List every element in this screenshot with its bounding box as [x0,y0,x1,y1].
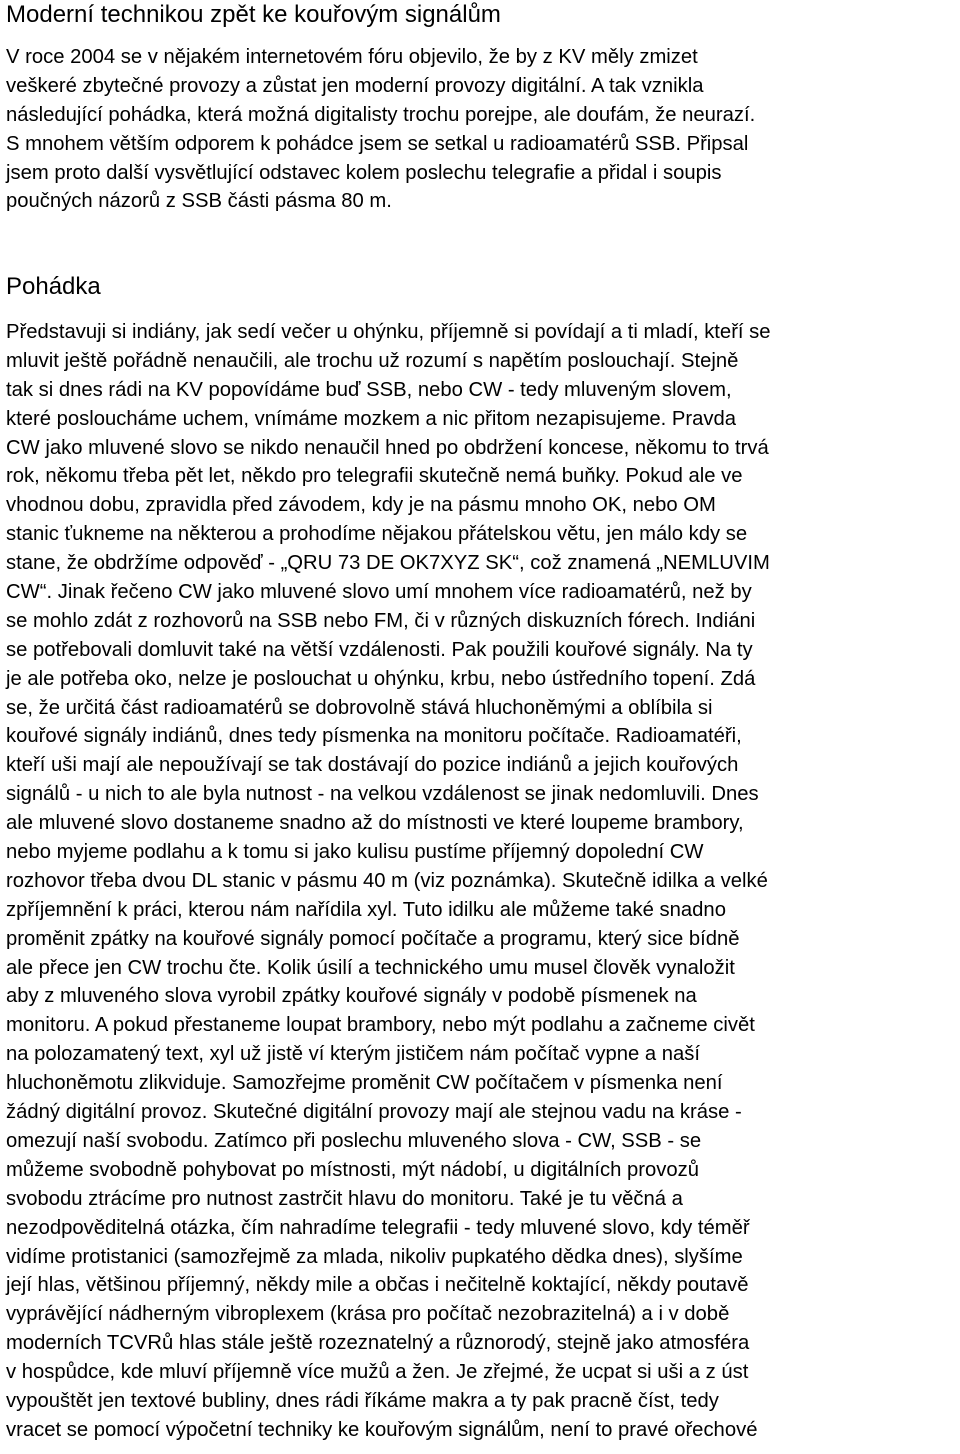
text-line: veškeré zbytečné provozy a zůstat jen moderní provozy digitální. A tak vznikla [6,74,704,97]
story-paragraph [6,318,958,1445]
text-line: ale přece jen CW trochu čte. Kolik úsilí a technického umu musel člověk vynaložit [6,956,735,979]
text-line: které posloucháme uchem, vnímáme mozkem a nic přitom nezapisujeme. Pravda [6,407,737,430]
text-line: moderních TCVRů hlas stále ještě rozeznatelný a různorodý, stejně jako atmosféra [6,1332,750,1355]
text-line: se mohlo zdát z rozhovorů na SSB nebo FM, či v různých diskuzních fórech. Indiáni [6,609,756,632]
text-line: kteří uši mají ale nepoužívají se tak dostávají do pozice indiánů a jejich kouřových [6,754,739,777]
text-line: monitoru. A pokud přestaneme loupat brambory, nebo mýt podlahu a začneme civět [6,1014,755,1037]
document-title: Moderní technikou zpět ke kouřovým signálům [6,1,501,28]
text-line: CW“. Jinak řečeno CW jako mluvené slovo umí mnohem více radioamatérů, než by [6,581,752,604]
text-line: žádný digitální provoz. Skutečné digitální provozy mají ale stejnou vadu na kráse - [6,1101,742,1124]
text-line: rok, někomu třeba pět let, někdo pro telegrafii skutečně nemá buňky. Pokud ale ve [6,465,743,488]
text-line: rozhovor třeba dvou DL stanic v pásmu 40 m (viz poznámka). Skutečně idilka a velké [6,869,768,892]
text-line: zpříjemnění k práci, kterou nám nařídila xyl. Tuto idilku ale můžeme také snadno [6,898,726,921]
section-heading: Pohádka [6,273,101,300]
text-line: S mnohem větším odporem k pohádce jsem se setkal u radioamatérů SSB. Připsal [6,132,749,155]
text-line: omezují naší svobodu. Zatímco při poslechu mluveného slova - CW, SSB - se [6,1129,702,1152]
text-line: její hlas, většinou příjemný, někdy mile a občas i nečitelně koktající, někdy poutavě [6,1274,749,1297]
text-line: Představuji si indiány, jak sedí večer u ohýnku, příjemně si povídají a ti mladí, kteří se [6,321,771,343]
text-line: jsem proto další vysvětlující odstavec kolem poslechu telegrafie a přidal i soupis [6,161,722,184]
text-line: se, že určitá část radioamatérů se dobrovolně stává hluchoněmými a oblíbila si [6,696,713,719]
text-line: můžeme svobodně pohybovat po místnosti, mýt nádobí, u digitálních provozů [6,1158,700,1181]
text-line: ale mluvené slovo dostaneme snadno až do místnosti ve které loupeme brambory, [6,812,744,835]
text-line: hluchoněmotu zlikviduje. Samozřejme proměnit CW počítačem v písmenka není [6,1072,723,1095]
text-line: vhodnou dobu, zpravidla před závodem, kdy je na pásmu mnoho OK, nebo OM [6,494,716,517]
text-line: vidíme protistanici (samozřejmě za mlada, nikoliv pupkatého dědka dnes), slyšíme [6,1245,743,1268]
text-line: tak si dnes rádi na KV popovídáme buď SSB, nebo CW - tedy mluveným slovem, [6,378,732,401]
text-line: V roce 2004 se v nějakém internetovém fóru objevilo, že by z KV měly zmizet [6,46,698,68]
text-line: aby z mluveného slova vyrobil zpátky kouřové signály v podobě písmenek na [6,985,697,1008]
text-line: stane, že obdržíme odpověď - „QRU 73 DE OK7XYZ SK“, což znamená „NEMLUVIM [6,552,770,575]
text-line: se potřebovali domluvit také na větší vzdálenosti. Pak použili kouřové signály. Na ty [6,638,753,661]
text-line: mluvit ještě pořádně nenaučili, ale trochu už rozumí s napětím poslouchají. Stejně [6,349,739,372]
text-line: CW jako mluvené slovo se nikdo nenaučil hned po obdržení koncese, někomu to trvá [6,436,769,459]
text-line: na polozamatený text, xyl už jistě ví kterým jističem nám počítač vypne a naší [6,1043,701,1066]
text-line: svobodu ztrácíme pro nutnost zastrčit hlavu do monitoru. Také je tu věčná a [6,1187,683,1210]
text-line: vracet se pomocí výpočetní techniky ke kouřovým signálům, není to pravé ořechové [6,1418,758,1441]
text-line: vyprávějící nádherným vibroplexem (krása pro počítač nezobrazitelná) a i v době [6,1303,730,1326]
text-line: vypouštět jen textové bubliny, dnes rádi říkáme makra a ty pak pracně číst, tedy [6,1389,719,1412]
text-line: signálů - u nich to ale byla nutnost - na velkou vzdálenost se jinak nedomluvili. Dnes [6,783,759,806]
text-line: stanic ťukneme na některou a prohodíme nějakou přátelskou větu, jen málo kdy se [6,523,748,546]
text-line: je ale potřeba oko, nelze je poslouchat u ohýnku, krbu, nebo ústředního topení. Zdá [6,667,756,690]
text-line: následující pohádka, která možná digitalisty trochu porejpe, ale doufám, že neurazí. [6,103,756,126]
text-line: nezodpověditelná otázka, čím nahradíme telegrafii - tedy mluvené slovo, kdy téměř [6,1216,750,1239]
text-line: kouřové signály indiánů, dnes tedy písmenka na monitoru počítače. Radioamatéři, [6,725,742,748]
text-line: v hospůdce, kde mluví příjemně více mužů a žen. Je zřejmé, že ucpat si uši a z úst [6,1361,749,1384]
text-line: poučných názorů z SSB části pásma 80 m. [6,190,392,213]
intro-paragraph [6,43,958,216]
text-line: proměnit zpátky na kouřové signály pomocí počítače a programu, který sice bídně [6,927,740,950]
text-line: nebo myjeme podlahu a k tomu si jako kulisu pustíme příjemný dopolední CW [6,841,704,864]
